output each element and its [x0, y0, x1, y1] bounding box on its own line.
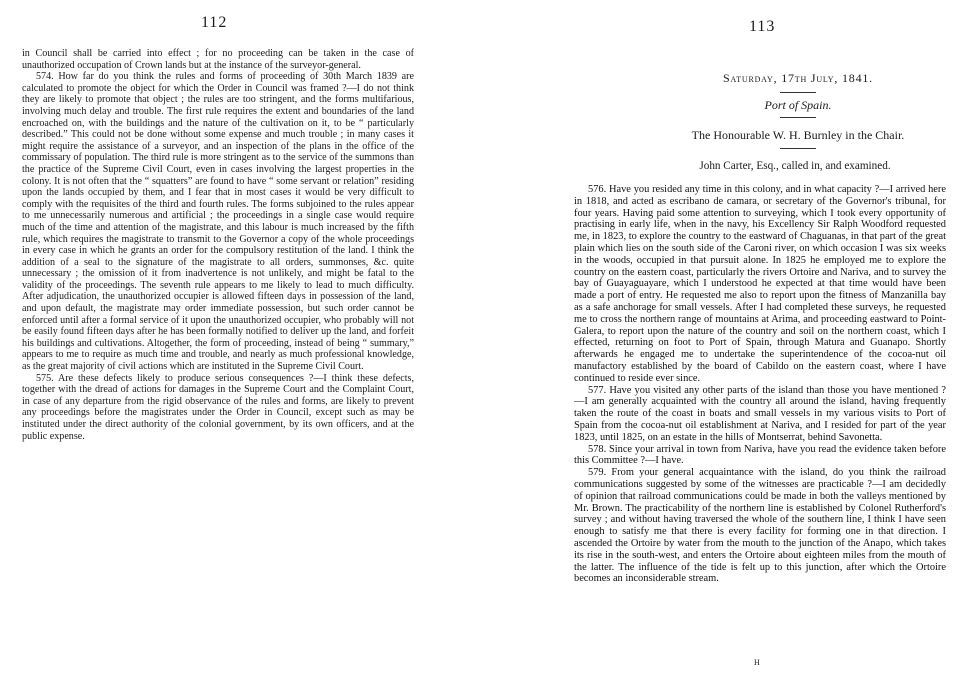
divider	[780, 92, 816, 93]
page-number-left: 112	[201, 14, 228, 31]
divider	[780, 117, 816, 118]
paragraph-579: 579. From your general acquaintance with the island, do you think the railroad communications suggested by some of the witnesses are practicable ?—I am decidedly of opinion that railroad communications could be made in both the valleys mentioned by Mr. Brown. The practicability of the northern line is established by Colonel Rutherford's survey ; and without having traversed the whole of the southern line, I think I have seen enough to satisfy me that there is every facility for forming one in that direction. I ascended the Ortoire by water from the mouth to the junction of the Anapo, which takes its rise in the south-west, and enters the Ortoire about eighteen miles from the mouth of the latter. The influence of the tide is felt up to this junction, after which the Ortoire becomes an inconsiderable stream.	[574, 467, 946, 585]
paragraph-578: 578. Since your arrival in town from Nariva, have you read the evidence taken before this Committee ?—I have.	[574, 443, 946, 467]
paragraph-574: 574. How far do you think the rules and forms of proceeding of 30th March 1839 are calculated to promote the object for which the Order in Council was framed ?—I do not think they are likely to promote that object ; the rules are too stringent, and the forms multifarious, involving much delay and trouble. The first rule requires the extent and boundaries of the land encroached on, with the buildings and the nature of the cultivation on it, to be “ particularly described.” This could not be done without some expense and much trouble ; in many cases it might require the assistance of a surveyor, and an inspection of the plans in the office of the commissary of population. The third rule is more stringent as to the service of the summons than the practice of the Supreme Civil Court, even in cases involving the largest properties in the colony. It is not often that the “ squatters” are found to have “ some servant or relation” residing upon the lands occupied by them, and I fear that in most cases it would be very difficult to comply with the requisites of the third and fourth rules. The forms subjoined to the rules appear to me unnecessarily numerous and artificial ; the proceedings in a single case would require much of the time and attention of the magistrate, and this labour is much increased by the fifth rule, which requires the magistrate to transmit to the Governor a copy of the whole proceedings in every case in which he grants an order for the compulsory restitution of the land. I think the addition of a seal to the signature of the magistrate to all orders, summonses, &c. quite unnecessary ; the omission of it from inadvertence is not unlikely, and might be fatal to the validity of the proceedings. The seventh rule appears to me likely to lead to much difficulty. After adjudication, the unauthorized occupier is allowed fifteen days in possession of the land, and upon default, the magistrate may order immediate possession, but such order cannot be enforced until after a formal service of it upon the unauthorized occupier, who probably will not be easily found fifteen days after he has been formally notified to deliver up the land, and forfeit his buildings and cultivations. Altogether, the form of proceeding, instead of being “ summary,” appears to me to require as much time and trouble, and nearly as much professional knowledge, as the great majority of civil actions which are instituted in the Supreme Civil Court.	[22, 71, 414, 373]
paragraph-576: 576. Have you resided any time in this colony, and in what capacity ?—I arrived here in 1818, and acted as escribano de camara, or secretary of the Governor's tribunal, for four years. Having paid some attention to surveying, which I took every opportunity of practising in early life, when in the navy, his Excellency Sir Ralph Woodford requested me, in 1823, to explore the country to the eastward of Chaguanas, in that part of the great plain which lies on the south side of the Caroni river, on which occasion I was six weeks in the woods, occupied in that pursuit alone. In 1825 he employed me to explore the country on the eastern coast, particularly the rivers Ortoire and Nariva, and to survey the bay of Guayaguayare, which I understood he expected at that time would have been made a port of entry. He requested me also to report upon the fitness of Manzanilla bay as a safe anchorage for small vessels. After I had completed these surveys, he requested me to cross the northern range of mountains at Arima, and proceeding eastward to Point-Galera, to report upon the nature of the country and soil on the northern coast, which I effected, returning on foot to Port of Spain, through Matura and Guanapo. Shortly afterwards he engaged me to undertake the superintendence of the cocoa-nut oil manufactory established by the board of Cabildo on the eastern coast, where I have continued to reside ever since.	[574, 184, 946, 384]
witness-heading: John Carter, Esq., called in, and examined.	[699, 160, 891, 172]
paragraph-575: 575. Are these defects likely to produce serious consequences ?—I think these defects, together with the dread of actions for damages in the Supreme Court and the Complaint Court, in case of any departure from the rigid observance of the rules and forms, are likely to prevent any proceedings before the magistrates under the Order in Council, except such as may be instituted under the direct authority of the colonial government, by its own officers, and at the public expense.	[22, 372, 414, 442]
left-page-body	[22, 48, 414, 442]
right-page	[490, 0, 980, 687]
right-page-body	[574, 184, 946, 585]
date-heading: Saturday, 17th July, 1841.	[723, 71, 873, 85]
paragraph: in Council shall be carried into effect ; for no proceeding can be taken in the case of unauthorized occupation of Crown lands but at the instance of the surveyor-general.	[22, 48, 414, 71]
page-number-right: 113	[749, 18, 776, 35]
divider	[780, 148, 816, 149]
chair-heading: The Honourable W. H. Burnley in the Chair.	[691, 128, 905, 142]
printer-signature-mark: H	[754, 658, 761, 667]
place-heading: Port of Spain.	[764, 98, 832, 112]
paragraph-577: 577. Have you visited any other parts of the island than those you have mentioned ?—I am generally acquainted with the country all around the island, having frequently taken the route of the coast in boats and small vessels in my various visits to Port of Spain from the cocoa-nut oil establishment at Nariva, and I resided for part of the year 1823, until 1825, on an estate in the hills of Montserrat, behind Savonetta.	[574, 384, 946, 443]
